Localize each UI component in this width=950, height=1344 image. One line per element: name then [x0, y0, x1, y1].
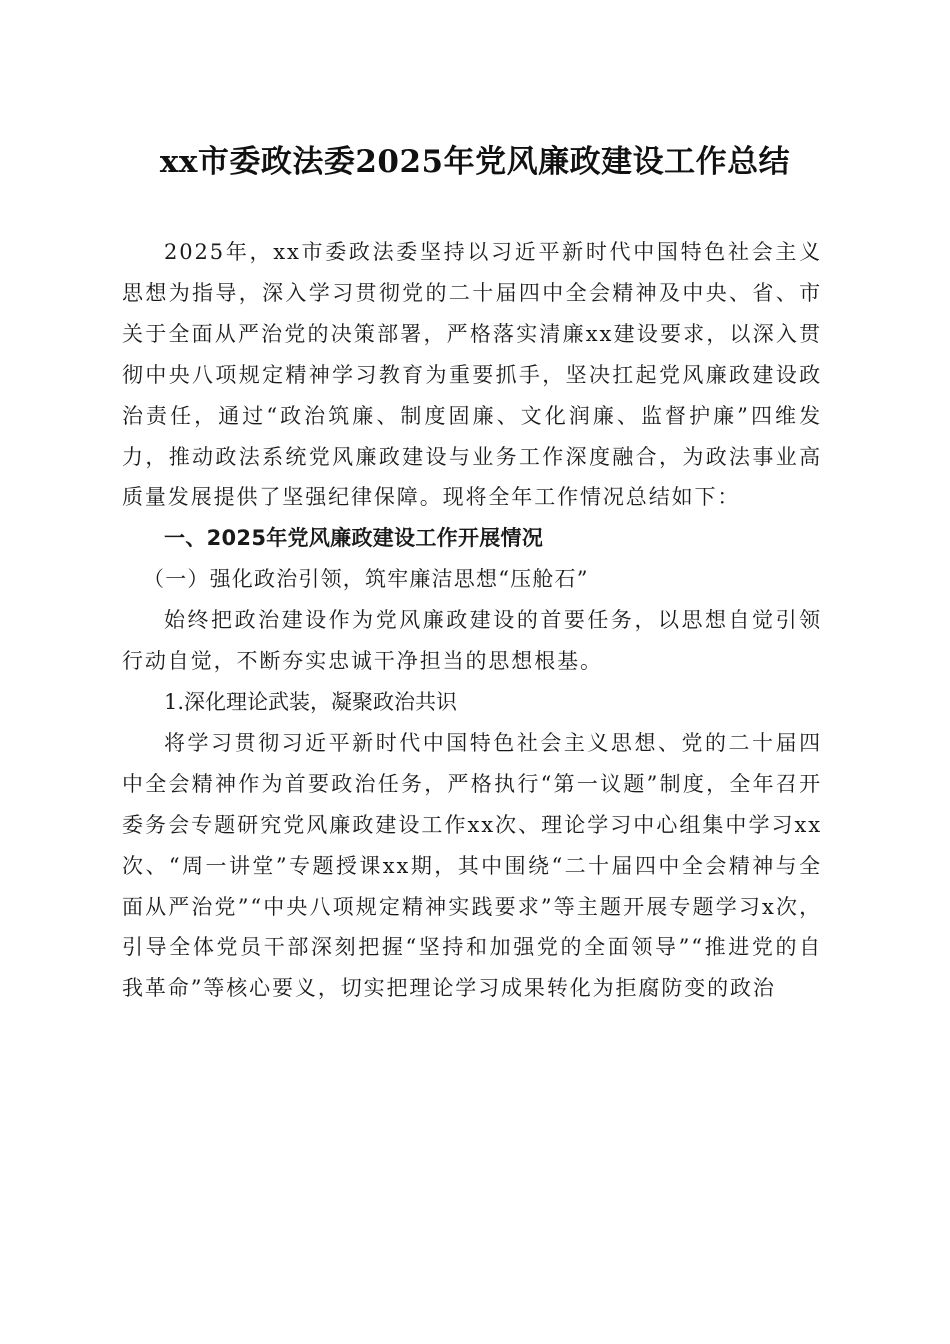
intro-paragraph: 2025年，xx市委政法委坚持以习近平新时代中国特色社会主义思想为指导，深入学习贯彻党的二十届四中全会精神及中央、省、市关于全面从严治党的决策部署，严格落实清廉xx建设要求，以深入贯彻中央八项规定精神学习教育为重要抓手，坚决扛起党风廉政建设政治责任，通过“政治筑廉、制度固廉、文化润廉、监督护廉”四维发力，推动政法系统党风廉政建设与业务工作深度融合，为政法事业高质量发展提供了坚强纪律保障。现将全年工作情况总结如下：: [122, 240, 822, 510]
document-title: xx市委政法委2025年党风廉政建设工作总结: [159, 144, 791, 180]
item-heading-1: 1.深化理论武装，凝聚政治共识: [164, 689, 458, 714]
subsection-intro-paragraph: 始终把政治建设作为党风廉政建设的首要任务，以思想自觉引领行动自觉，不断夯实忠诚干净担当的思想根基。: [122, 608, 822, 674]
item-body-paragraph: 将学习贯彻习近平新时代中国特色社会主义思想、党的二十届四中全会精神作为首要政治任务，严格执行“第一议题”制度，全年召开委务会专题研究党风廉政建设工作xx次、理论学习中心组集中学习xx次、“周一讲堂”专题授课xx期，其中围绕“二十届四中全会精神与全面从严治党”“中央八项规定精神实践要求”等主题开展专题学习x次，引导全体党员干部深刻把握“坚持和加强党的全面领导”“推进党的自我革命”等核心要义，切实把理论学习成果转化为拒腐防变的政治: [122, 730, 822, 1001]
subsection-heading-1: （一）强化政治引领，筑牢廉洁思想“压舱石”: [143, 567, 589, 592]
document-body: [122, 232, 822, 1009]
section-heading-1: 一、2025年党风廉政建设工作开展情况: [164, 526, 544, 551]
